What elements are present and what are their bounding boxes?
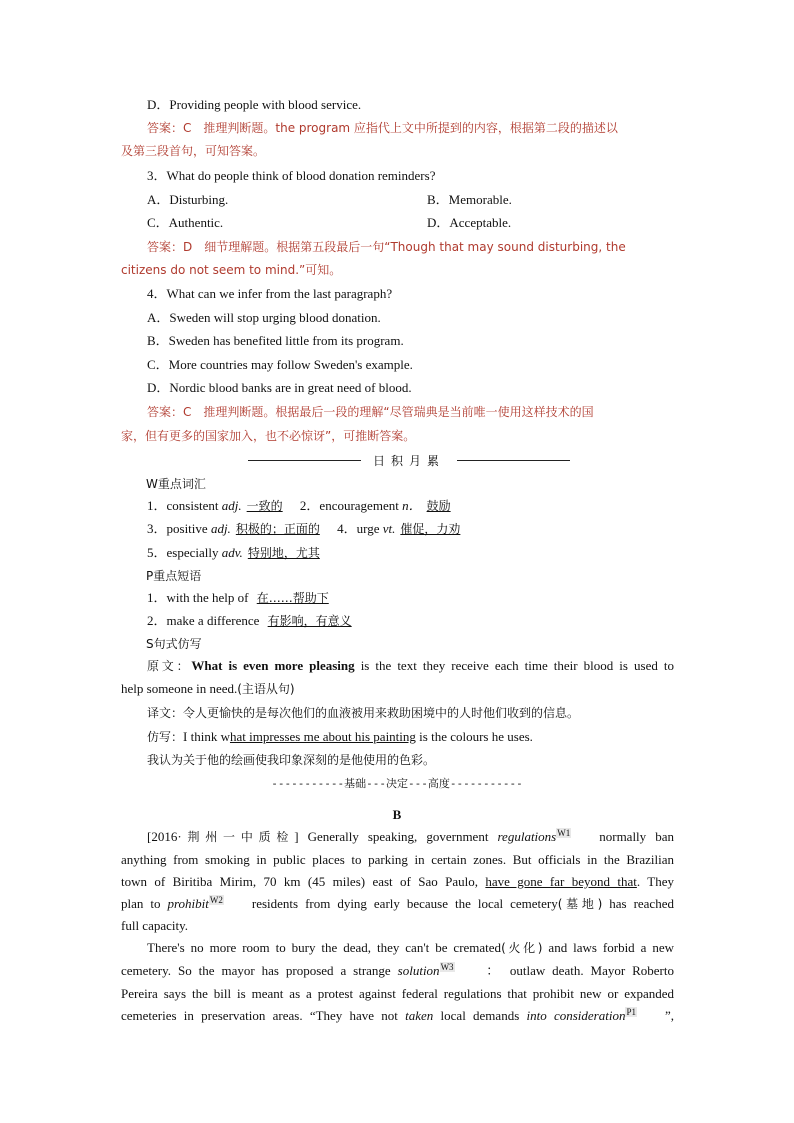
q3-option-b: B．Memorable.	[427, 192, 512, 207]
vocab-item-5: 5．especially adv. 特别地，尤其	[147, 545, 320, 560]
passage-line-8: Pereira says the bill is meant as a protest against federal regulations that prohibit new or expanded	[121, 986, 674, 1001]
phrase-item-1: 1．with the help of 在……帮助下	[147, 590, 329, 605]
passage-line-5: full capacity.	[121, 918, 189, 933]
sentence-original-line2: help someone in need.(主语从句)	[121, 681, 295, 696]
passage-line-1: [2016·荆州一中质检] Generally speaking, government regulations$^{W1}$ normally ban	[147, 827, 674, 844]
sentence-translation: 译文：令人更愉快的是每次他们的血液被用来救助困境中的人时他们收到的信息。	[147, 706, 580, 720]
section-divider	[248, 452, 570, 468]
vocab-item-3: 3．positive adj. 积极的；正面的 4．urge vt. 催促，力劝	[147, 521, 461, 536]
word-marker-w3: W3	[440, 961, 454, 972]
q4-option-d: D．Nordic blood banks are in great need of blood.	[147, 380, 412, 395]
passage-line-7: cemetery. So the mayor has proposed a strange solution$^{W3}$ ： outlaw death. Mayor Roberto	[121, 961, 674, 978]
q4-option-c: C．More countries may follow Sweden's example.	[147, 357, 413, 372]
q4-question: 4．What can we infer from the last paragraph?	[147, 286, 393, 301]
base-height-divider: -----------基础---决定---高度-----------	[271, 777, 523, 790]
q4-option-a: A．Sweden will stop urging blood donation.	[147, 310, 381, 325]
phrase-marker-p1: P1	[626, 1006, 636, 1017]
divider-rule-right	[457, 460, 570, 461]
q3-option-c: C．Authentic.	[147, 215, 224, 230]
sentence-original-line1: 原文：What is even more pleasing is the text they receive each time their blood is used to	[147, 658, 674, 673]
divider-title: 日积月累	[373, 453, 446, 468]
q2-option-d: D．Providing people with blood service.	[147, 97, 362, 112]
word-marker-w1: W1	[557, 827, 571, 838]
q3-option-d: D．Acceptable.	[427, 215, 512, 230]
phrase-item-2: 2．make a difference 有影响，有意义	[147, 613, 352, 628]
phrase-heading: P重点短语	[146, 569, 202, 583]
q4-answer-line1: 答案：C 推理判断题。根据最后一段的理解“尽管瑞典是当前唯一使用这样技术的国	[147, 405, 594, 419]
passage-line-9: cemeteries in preservation areas. “They have not taken local demands into consideration$^{P1}$ ”,	[121, 1006, 674, 1023]
divider-rule-left	[248, 460, 361, 461]
passage-letter: B	[392, 807, 402, 822]
word-marker-w2: W2	[209, 894, 223, 905]
q2-answer-line1: 答案：C 推理判断题。the program 应指代上文中所提到的内容，根据第二段的描述以	[147, 121, 618, 135]
q3-option-a: A．Disturbing.	[147, 192, 229, 207]
passage-line-3: town of Biritiba Mirim, 70 km (45 miles) east of Sao Paulo, have gone far beyond that. They	[121, 874, 674, 889]
sentence-imitation: 仿写：I think what impresses me about his painting is the colours he uses.	[147, 729, 533, 744]
sentence-heading: S句式仿写	[146, 637, 202, 651]
passage-line-6: There's no more room to bury the dead, they can't be cremated(火化) and laws forbid a new	[147, 940, 674, 955]
q3-answer-line1: 答案：D 细节理解题。根据第五段最后一句“Though that may sound disturbing, the	[147, 240, 626, 254]
q4-answer-line2: 家，但有更多的国家加入，也不必惊讶”，可推断答案。	[121, 429, 416, 443]
q2-answer-line2: 及第三段首句，可知答案。	[121, 144, 266, 158]
vocab-item-1: 1．consistent adj. 一致的 2．encouragement n． 鼓励	[147, 498, 451, 513]
passage-line-2: anything from smoking in public places to parking in certain zones. But officials in the Brazilian	[121, 852, 674, 867]
vocab-heading: W重点词汇	[146, 477, 206, 491]
q3-answer-line2: citizens do not seem to mind.”可知。	[121, 263, 342, 277]
q4-option-b: B．Sweden has benefited little from its program.	[147, 333, 404, 348]
sentence-imitation-cn: 我认为关于他的绘画使我印象深刻的是他使用的色彩。	[147, 753, 436, 767]
q3-question: 3．What do people think of blood donation reminders?	[147, 168, 436, 183]
passage-line-4: plan to prohibit$^{W2}$ residents from dying early because the local cemetery(墓地) has reached	[121, 894, 674, 911]
